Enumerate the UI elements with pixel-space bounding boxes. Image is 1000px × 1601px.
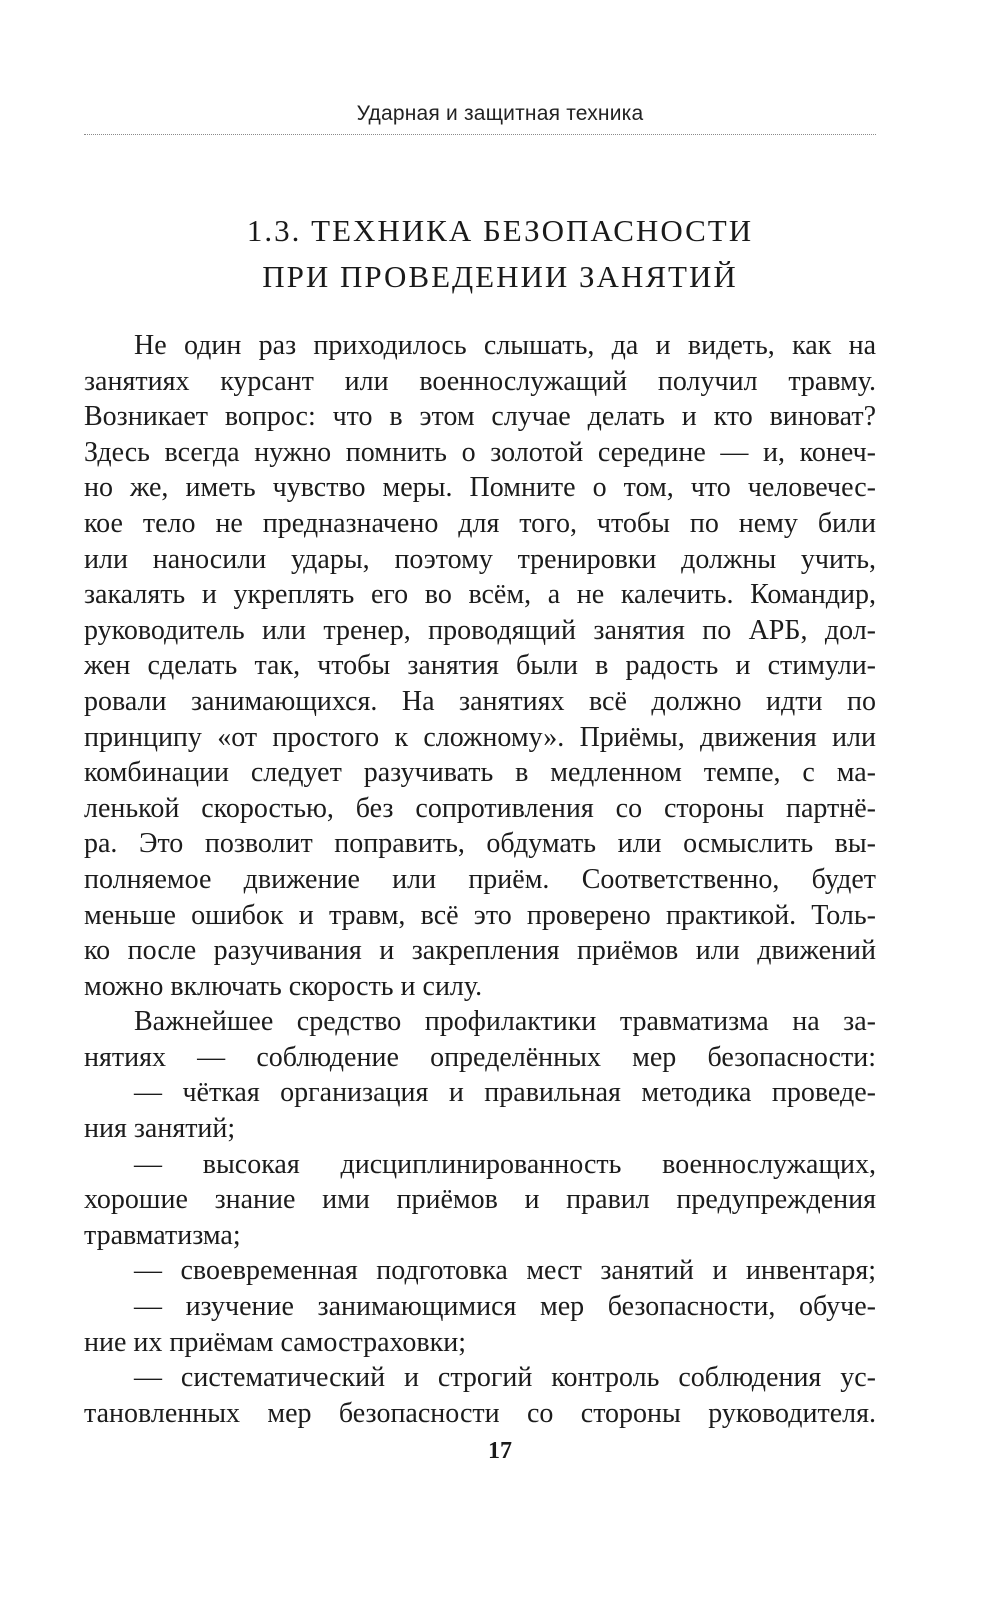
text-line: ра. Это позволит поправить, обдумать или осмыслить вы-: [84, 828, 876, 860]
list-item-line: — систематический и строгий контроль соблюдения ус-: [134, 1362, 876, 1394]
list-item-line: — чёткая организация и правильная методика проведе-: [134, 1077, 876, 1109]
text-line: Возникает вопрос: что в этом случае делать и кто виноват?: [84, 401, 876, 433]
chapter-title: [0, 208, 1000, 300]
text-line: принципу «от простого к сложному». Приёмы, движения или: [84, 721, 876, 753]
list-item-line: травматизма;: [84, 1219, 241, 1251]
text-line: Здесь всегда нужно помнить о золотой середине — и, конеч-: [84, 436, 876, 468]
running-header: Ударная и защитная техника: [356, 102, 644, 125]
text-line: ко после разучивания и закрепления приёмов или движений: [84, 935, 876, 967]
text-line: Важнейшее средство профилактики травматизма на за-: [134, 1006, 876, 1038]
text-line: жен сделать так, чтобы занятия были в радость и стимули-: [84, 650, 876, 682]
chapter-title-line-2: ПРИ ПРОВЕДЕНИИ ЗАНЯТИЙ: [262, 259, 738, 294]
text-line: но же, иметь чувство меры. Помните о том, что человечес-: [84, 472, 876, 504]
text-line: меньше ошибок и травм, всё это проверено практикой. Толь-: [84, 899, 876, 931]
text-line: комбинации следует разучивать в медленном темпе, с ма-: [84, 757, 876, 789]
page-number: 17: [488, 1438, 512, 1464]
list-item-line: ние их приёмам самостраховки;: [84, 1326, 467, 1358]
list-item-line: — своевременная подготовка мест занятий и инвентаря;: [134, 1255, 876, 1287]
list-item-line: ния занятий;: [84, 1113, 236, 1145]
text-line: ленькой скоростью, без сопротивления со стороны партнё-: [84, 792, 876, 824]
text-line: занятиях курсант или военнослужащий получил травму.: [84, 365, 876, 397]
list-item-line: — высокая дисциплинированность военнослужащих,: [134, 1148, 876, 1180]
list-item-line: хорошие знание ими приёмов и правил предупреждения: [84, 1184, 876, 1216]
list-item-line: — изучение занимающимися мер безопасности, обуче-: [134, 1291, 876, 1323]
text-line: руководитель или тренер, проводящий занятия по АРБ, дол-: [84, 614, 876, 646]
chapter-title-line-1: 1.3. ТЕХНИКА БЕЗОПАСНОСТИ: [246, 213, 754, 248]
text-line: ровали занимающихся. На занятиях всё должно идти по: [84, 685, 876, 717]
text-line: нятиях — соблюдение определённых мер безопасности:: [84, 1041, 876, 1073]
text-line: кое тело не предназначено для того, чтобы по нему били: [84, 507, 876, 539]
body-text: [84, 328, 876, 1431]
text-line: полняемое движение или приём. Соответственно, будет: [84, 863, 876, 895]
text-line: или наносили удары, поэтому тренировки должны учить,: [84, 543, 876, 575]
text-line: Не один раз приходилось слышать, да и видеть, как на: [134, 330, 876, 361]
list-item-line: тановленных мер безопасности со стороны руководителя.: [84, 1397, 876, 1429]
text-line: можно включать скорость и силу.: [84, 970, 483, 1002]
text-line: закалять и укреплять его во всём, а не калечить. Командир,: [84, 579, 876, 611]
header-divider: [84, 134, 876, 135]
